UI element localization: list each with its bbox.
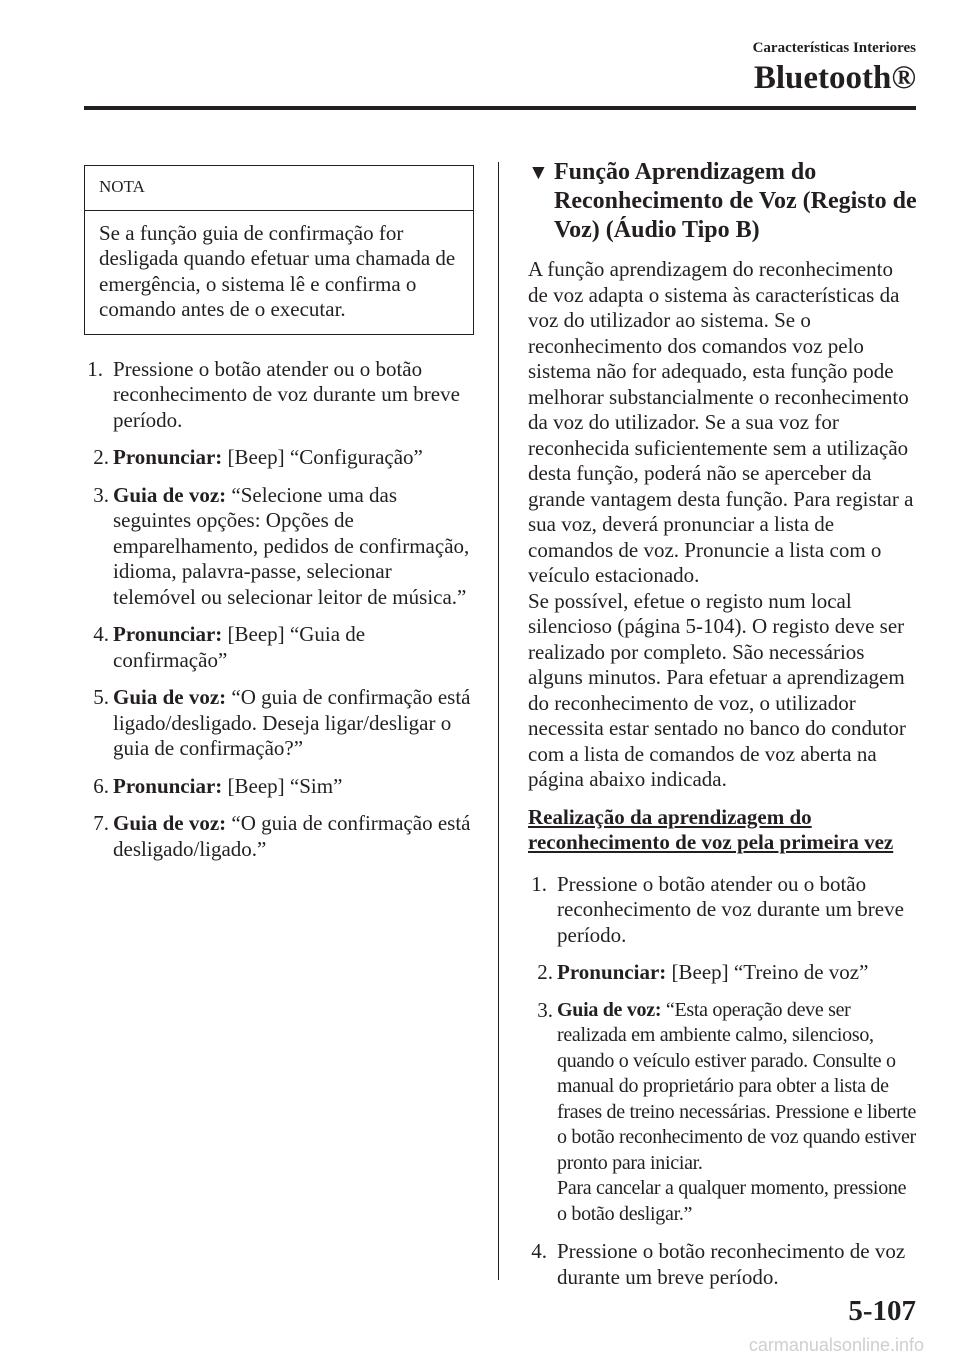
step-text: “Esta operação deve ser realizada em ambiente calmo, silencioso, quando o veículo estiver parado. Consulte o manual do proprietário para obter a lista de frases de treino necessárias. Pressione e liberte o botão reconhecimento de voz quando estiver pronto para iniciar.: [557, 998, 917, 1174]
step-text: [Beep] “Treino de voz”: [671, 960, 869, 984]
step-number: 7.: [93, 811, 109, 835]
list-item: [528, 998, 918, 1228]
step-number: 3.: [93, 482, 109, 507]
step-number: 4.: [531, 1239, 547, 1263]
header-section-label: Características Interiores: [752, 40, 916, 56]
step-text: [Beep] “Sim”: [227, 773, 343, 798]
page-number: 5-107: [848, 1295, 916, 1327]
left-steps-list: [84, 357, 474, 863]
list-item: [84, 811, 474, 862]
note-heading: NOTA: [85, 166, 473, 211]
section-paragraph: A função aprendizagem do reconhecimento de voz adapta o sistema às características da voz do utilizador ao sistema. Se o reconhecimento dos comandos voz pelo sistema não for adequado, esta função pode melhorar substancialmente o reconhecimento da voz do utilizador. Se a sua voz for reconhecida suficientemente sem a utilização desta função, poderá não se aperceber da grande vantagem desta função. Para registar a sua voz, deverá pronunciar a lista de comandos de voz. Pronuncie a lista com o veículo estacionado.: [528, 257, 914, 587]
header-rule: [84, 106, 916, 110]
note-box: [84, 165, 474, 335]
step-text: “Selecione uma das seguintes opções: Opções de emparelhamento, pedidos de confirmação, idioma, palavra-passe, selecionar telemóvel ou selecionar leitor de música.”: [113, 482, 470, 609]
step-number: 6.: [93, 773, 109, 798]
step-label: Pronunciar:: [557, 960, 667, 984]
list-item: [84, 774, 474, 800]
header-title: Bluetooth®: [753, 60, 916, 96]
list-item: [84, 445, 474, 471]
subheading: Realização da aprendizagem do reconhecimento de voz pela primeira vez: [528, 804, 894, 854]
step-number: 2.: [93, 445, 109, 469]
step-number: 1.: [531, 871, 547, 896]
list-item: [528, 960, 918, 986]
step-label: Pronunciar:: [113, 622, 223, 646]
step-number: 3.: [537, 997, 553, 1022]
step-text: Pressione o botão reconhecimento de voz durante um breve período.: [557, 1239, 906, 1289]
step-text: “O guia de confirmação está desligado/ligado.”: [113, 811, 471, 861]
list-item: [84, 357, 474, 434]
section-title-text: Função Aprendizagem do Reconhecimento de Voz (Registo de Voz) (Áudio Tipo B): [554, 159, 917, 243]
list-item: [84, 622, 474, 673]
section-title: [528, 158, 918, 245]
triangle-marker-icon: ▼: [528, 160, 549, 184]
right-column: [528, 158, 918, 1302]
step-text-continued: Para cancelar a qualquer momento, pressione o botão desligar.”: [557, 1177, 907, 1225]
step-label: Guia de voz:: [113, 482, 227, 507]
step-text: [Beep] “Guia de confirmação”: [113, 622, 366, 672]
list-item: [528, 1239, 918, 1290]
step-number: 1.: [87, 356, 103, 381]
step-text: Pressione o botão atender ou o botão reconhecimento de voz durante um breve período.: [557, 871, 904, 947]
step-text: [Beep] “Configuração”: [227, 445, 423, 469]
step-label: Guia de voz:: [113, 685, 227, 709]
list-item: [84, 685, 474, 762]
step-text: “O guia de confirmação está ligado/desligado. Deseja ligar/desligar o guia de confirmação?”: [113, 685, 471, 760]
left-column: [84, 165, 474, 874]
note-body: Se a função guia de confirmação for desligada quando efetuar uma chamada de emergência, o sistema lê e confirma o comando antes de o executar.: [99, 220, 456, 321]
step-label: Guia de voz:: [557, 998, 662, 1021]
step-number: 2.: [537, 960, 553, 984]
section-paragraph-2: Se possível, efetue o registo num local silencioso (página 5-104). O registo deve ser realizado por completo. São necessários alguns minutos. Para efetuar a aprendizagem do reconhecimento de voz, o utilizador necessita estar sentado no banco do condutor com a lista de comandos de voz aberta na página abaixo indicada.: [528, 588, 906, 791]
right-steps-list: [528, 872, 918, 1291]
step-label: Pronunciar:: [113, 445, 223, 469]
step-number: 4.: [93, 622, 109, 646]
step-number: 5.: [93, 685, 109, 709]
step-label: Pronunciar:: [113, 773, 223, 798]
list-item: [84, 483, 474, 611]
column-divider: [498, 162, 499, 1280]
step-label: Guia de voz:: [113, 811, 227, 835]
list-item: [528, 872, 918, 949]
watermark: carmanualsonline.info: [748, 1335, 924, 1355]
step-text: Pressione o botão atender ou o botão reconhecimento de voz durante um breve período.: [113, 356, 460, 432]
